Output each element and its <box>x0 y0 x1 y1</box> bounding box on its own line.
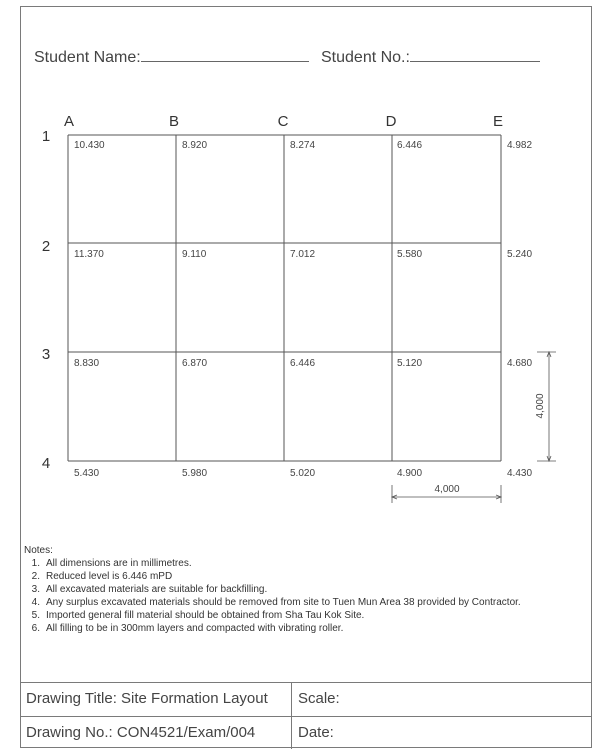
note-text: All excavated materials are suitable for backfilling. <box>46 584 268 595</box>
spot-level: 4.982 <box>507 140 533 151</box>
spot-level: 4.680 <box>507 358 533 369</box>
date-label: Date: <box>298 724 334 741</box>
column-label-B: B <box>168 113 180 130</box>
notes-section <box>24 544 574 635</box>
dim-v-label: 4,000 <box>535 393 546 419</box>
note-item <box>24 583 574 596</box>
spot-level: 8.830 <box>74 358 100 369</box>
note-number: 5. <box>31 610 40 621</box>
spot-level: 5.580 <box>397 249 423 260</box>
drawing-number: Drawing No.: CON4521/Exam/004 <box>20 717 292 749</box>
note-text: Reduced level is 6.446 mPD <box>46 571 173 582</box>
spot-level: 7.012 <box>290 249 316 260</box>
spot-level: 6.446 <box>397 140 423 151</box>
spot-level: 5.430 <box>74 468 100 479</box>
note-item <box>24 609 574 622</box>
spot-level: 6.870 <box>182 358 208 369</box>
column-label-A: A <box>63 113 75 130</box>
note-number: 6. <box>31 623 40 634</box>
notes-title: Notes: <box>24 545 53 556</box>
row-label-2: 2 <box>41 238 51 255</box>
spot-level: 5.020 <box>290 468 316 479</box>
spot-level: 5.240 <box>507 249 533 260</box>
column-label-D: D <box>385 113 397 130</box>
spot-level: 8.920 <box>182 140 208 151</box>
note-text: All dimensions are in millimetres. <box>46 558 192 569</box>
spot-level: 9.110 <box>182 249 207 260</box>
note-item <box>24 557 574 570</box>
notes-list <box>24 557 574 635</box>
note-text: Any surplus excavated materials should be removed from site to Tuen Mun Area 38 provided by Contractor. <box>46 597 521 608</box>
spot-level: 5.980 <box>182 468 208 479</box>
note-number: 4. <box>31 597 40 608</box>
spot-level: 11.370 <box>74 249 104 260</box>
spot-level: 4.900 <box>397 468 423 479</box>
spot-level: 10.430 <box>74 140 105 151</box>
dim-h-label: 4,000 <box>434 484 460 495</box>
note-item <box>24 596 574 609</box>
scale-label: Scale: <box>298 690 340 707</box>
spot-level: 6.446 <box>290 358 316 369</box>
column-label-C: C <box>277 113 289 130</box>
note-item <box>24 570 574 583</box>
student-no-label: Student No.: <box>321 49 410 66</box>
row-label-4: 4 <box>41 455 51 472</box>
note-item <box>24 622 574 635</box>
note-number: 3. <box>31 584 40 595</box>
note-number: 2. <box>31 571 40 582</box>
title-block <box>20 682 592 748</box>
student-name-label: Student Name: <box>34 49 141 66</box>
row-label-1: 1 <box>41 128 51 145</box>
spot-level: 5.120 <box>397 358 423 369</box>
spot-level: 8.274 <box>290 140 316 151</box>
note-number: 1. <box>31 558 40 569</box>
drawing-title: Drawing Title: Site Formation Layout <box>20 683 292 716</box>
note-text: Imported general fill material should be obtained from Sha Tau Kok Site. <box>46 610 365 621</box>
row-label-3: 3 <box>41 346 51 363</box>
column-label-E: E <box>492 113 504 130</box>
spot-level: 4.430 <box>507 468 533 479</box>
note-text: All filling to be in 300mm layers and compacted with vibrating roller. <box>46 623 344 634</box>
